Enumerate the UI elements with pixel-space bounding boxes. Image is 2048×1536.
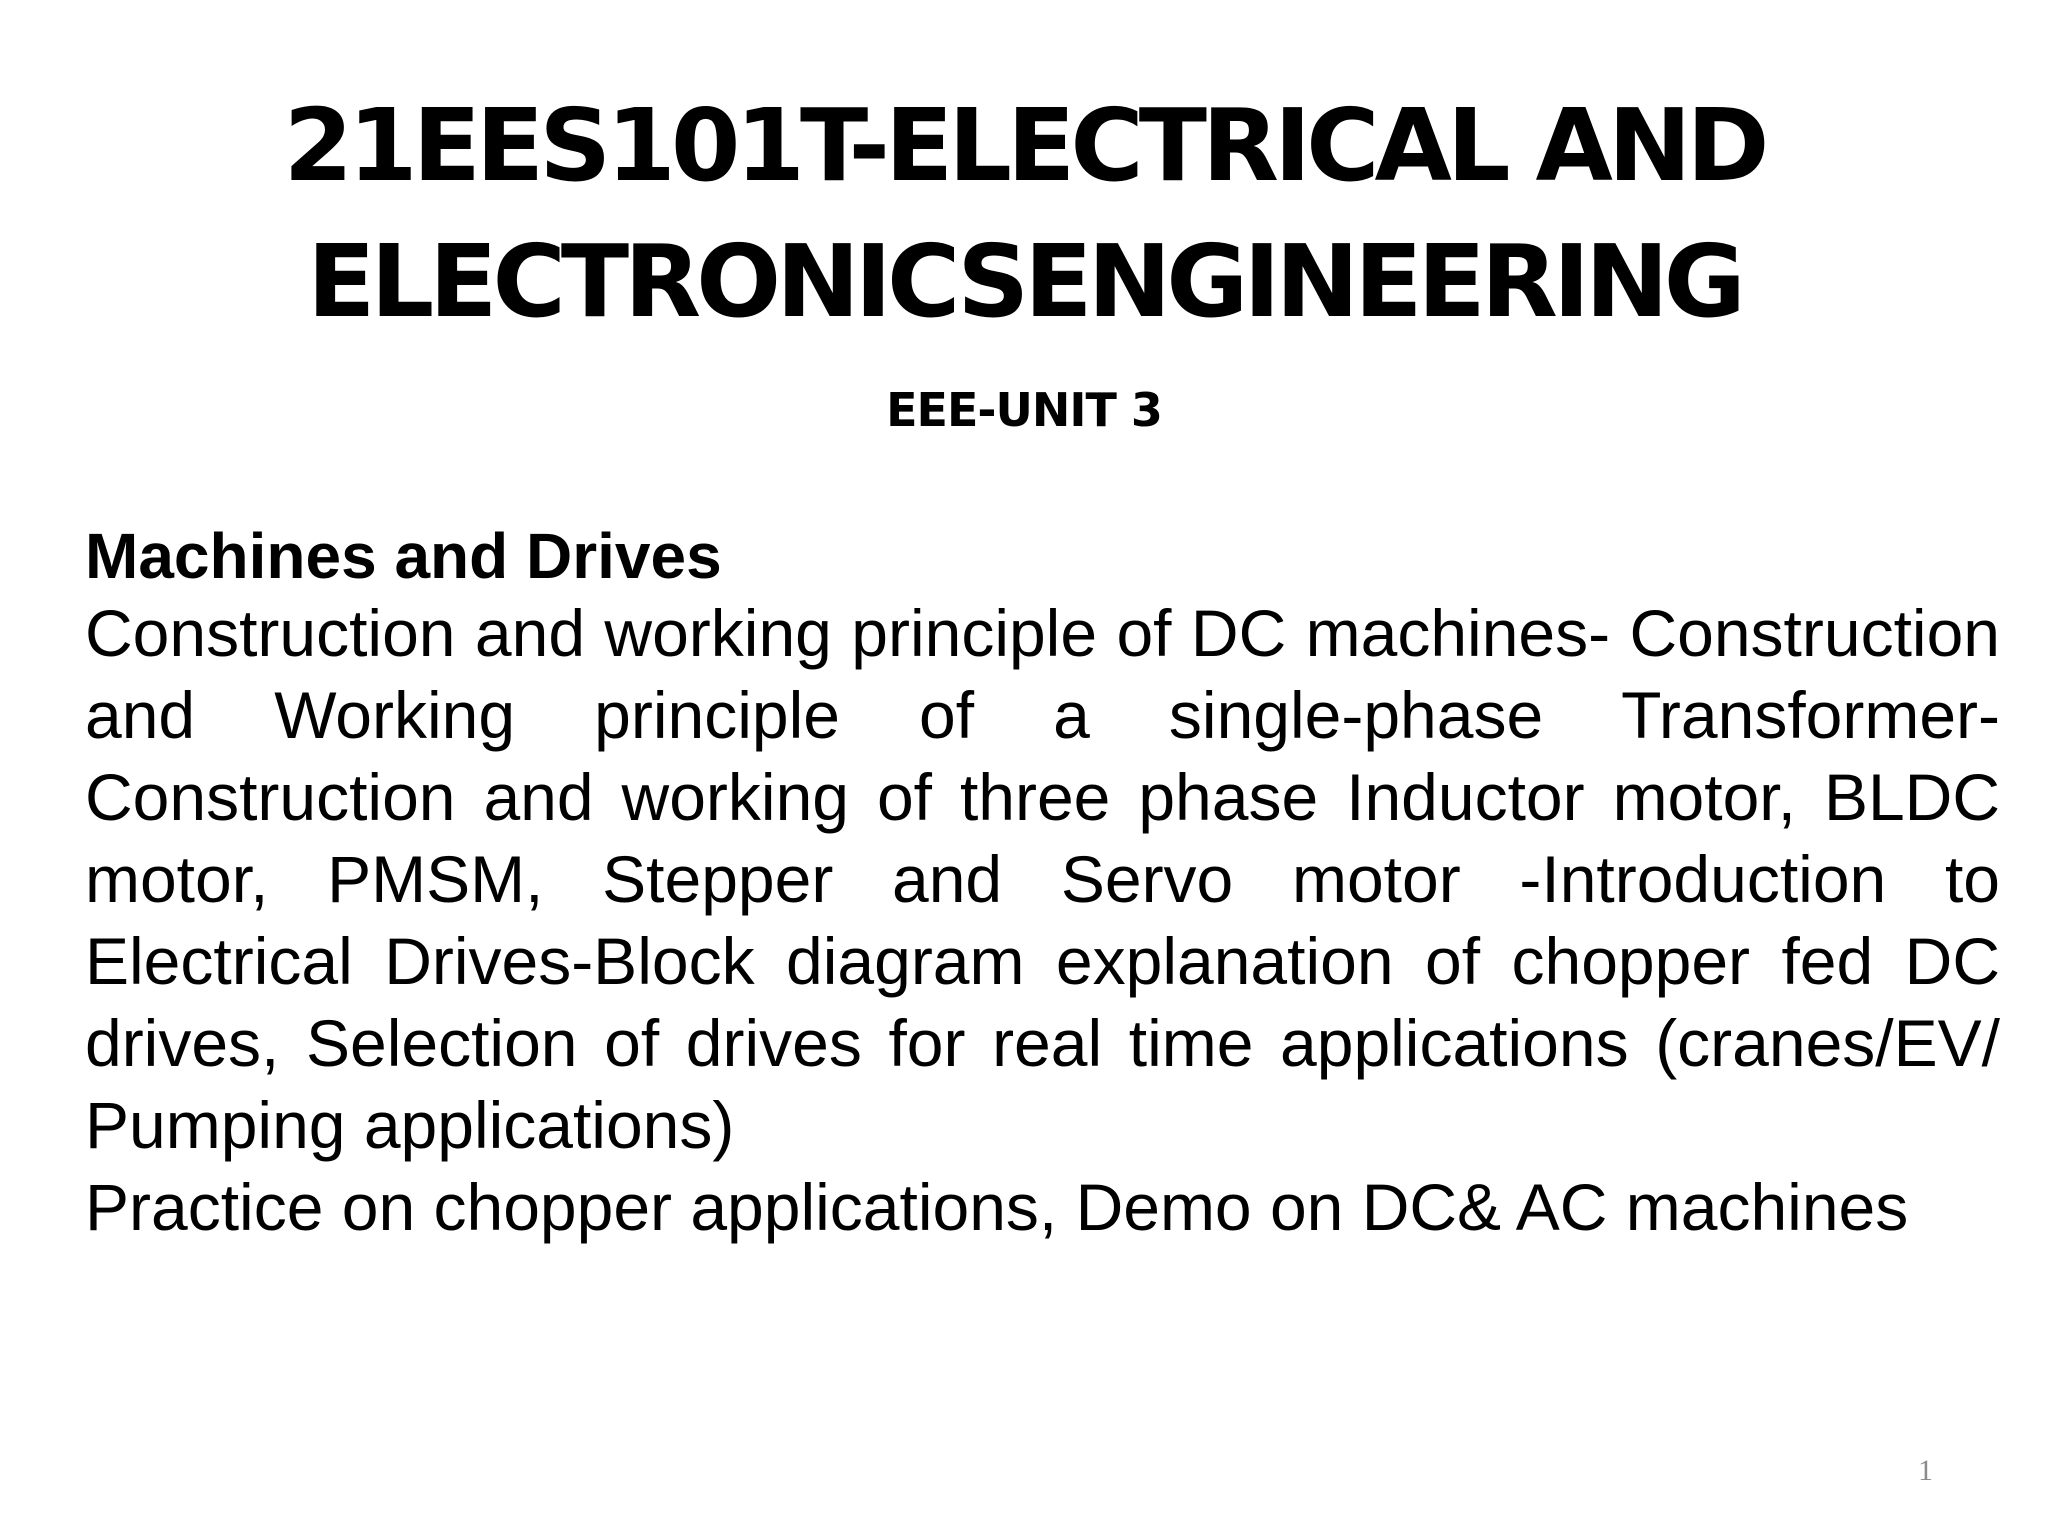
unit-subtitle: EEE-UNIT 3 [886, 383, 1162, 437]
course-title-line-1: 21EES101T-ELECTRICAL AND [283, 87, 1765, 204]
course-title-line-2: ELECTRONICSENGINEERING [307, 223, 1741, 340]
syllabus-paragraph: Construction and working principle of DC machines- Construction and Working principle of a single-phase Transformer- Construction and working of three phase Inductor motor, BLDC motor, PMSM, Stepper and Servo motor -Introduction to Electrical Drives-Block diagram explanation of chopper fed DC drives, Selection of drives for real time applications (cranes/EV/ Pumping applications) [85, 596, 2000, 1162]
practice-line: Practice on chopper applications, Demo on DC& AC machines [85, 1170, 1909, 1244]
syllabus-content [85, 520, 2000, 1248]
course-title [0, 78, 2048, 350]
page-number: 1 [1918, 1454, 1933, 1487]
section-heading: Machines and Drives [85, 520, 722, 592]
